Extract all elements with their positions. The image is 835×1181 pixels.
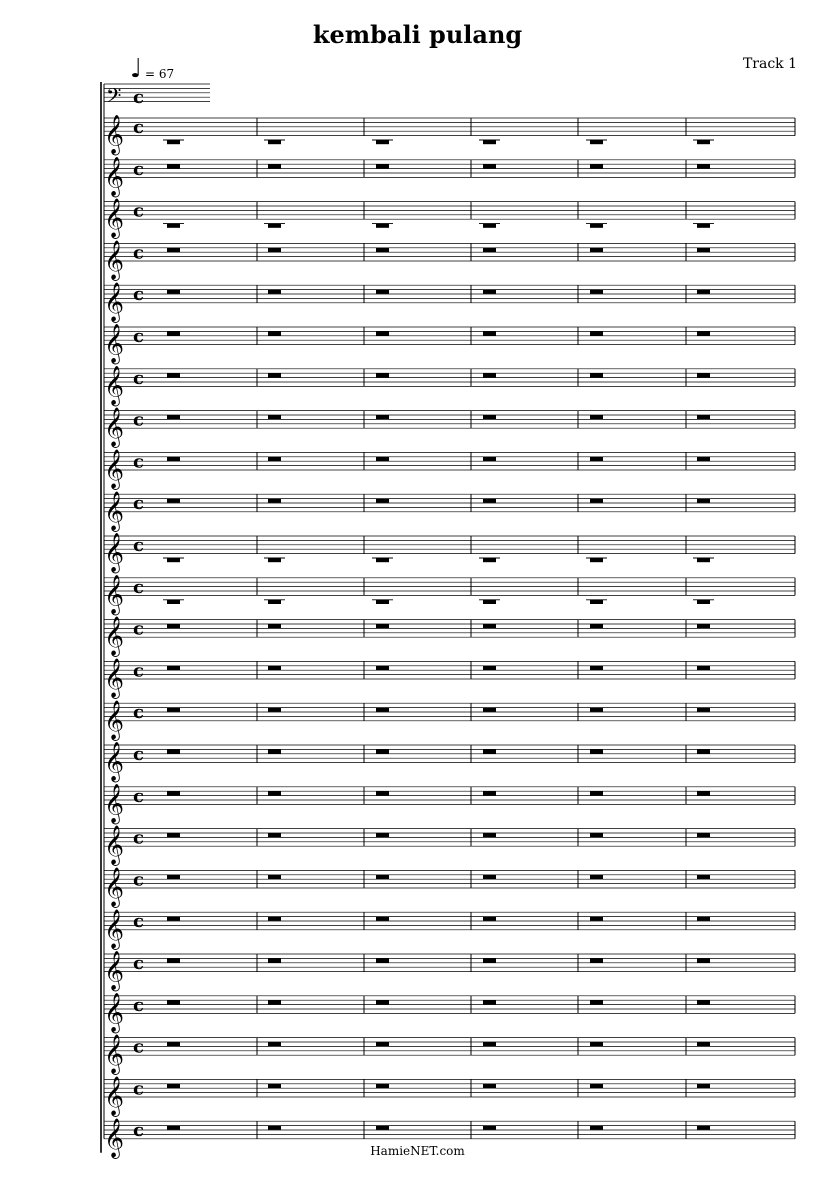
time-signature: c xyxy=(133,117,144,138)
whole-rest xyxy=(590,917,603,921)
whole-rest xyxy=(483,666,496,670)
treble-staff xyxy=(104,449,795,490)
score-title: kembali pulang xyxy=(312,20,523,49)
whole-rest xyxy=(697,415,710,419)
whole-rest xyxy=(167,875,180,879)
time-signature: c xyxy=(133,326,144,347)
whole-rest xyxy=(167,958,180,962)
treble-staff xyxy=(104,1076,795,1117)
whole-rest xyxy=(167,248,180,252)
treble-clef-icon: 𝄞 xyxy=(104,783,125,824)
whole-rest xyxy=(376,791,389,795)
whole-rest xyxy=(268,499,281,503)
whole-rest xyxy=(483,558,496,562)
whole-rest xyxy=(167,373,180,377)
treble-staff xyxy=(104,951,795,992)
whole-rest xyxy=(590,499,603,503)
treble-staff xyxy=(104,282,795,323)
whole-rest xyxy=(376,248,389,252)
whole-rest xyxy=(167,140,180,144)
whole-rest xyxy=(590,373,603,377)
treble-staff xyxy=(104,783,795,824)
whole-rest xyxy=(167,666,180,670)
whole-rest xyxy=(167,791,180,795)
whole-rest xyxy=(376,708,389,712)
whole-rest xyxy=(376,1042,389,1046)
whole-rest xyxy=(697,749,710,753)
whole-rest xyxy=(268,140,281,144)
treble-staff xyxy=(104,742,795,783)
whole-rest xyxy=(590,1126,603,1130)
time-signature: c xyxy=(133,409,144,431)
whole-rest xyxy=(697,708,710,712)
whole-rest xyxy=(268,791,281,795)
whole-rest xyxy=(376,958,389,962)
treble-clef-icon: 𝄞 xyxy=(104,992,125,1033)
treble-clef-icon: 𝄞 xyxy=(104,658,125,698)
whole-rest xyxy=(268,1126,281,1130)
whole-rest xyxy=(483,1126,496,1130)
whole-rest xyxy=(167,224,180,228)
whole-rest xyxy=(376,1084,389,1088)
time-signature: c xyxy=(133,660,144,682)
whole-rest xyxy=(376,290,389,294)
whole-rest xyxy=(268,666,281,670)
whole-rest xyxy=(697,1084,710,1088)
treble-staff xyxy=(104,198,795,239)
treble-clef-icon: 𝄞 xyxy=(104,281,125,322)
whole-rest xyxy=(167,1042,180,1046)
whole-rest xyxy=(483,373,496,377)
whole-rest xyxy=(590,1000,603,1004)
time-signature: c xyxy=(133,1078,144,1100)
time-signature: c xyxy=(133,953,144,974)
whole-rest xyxy=(268,708,281,712)
treble-clef-icon: 𝄞 xyxy=(104,1117,125,1158)
whole-rest xyxy=(268,373,281,377)
treble-staff xyxy=(104,156,795,197)
whole-rest xyxy=(167,833,180,837)
whole-rest xyxy=(376,140,389,144)
whole-rest xyxy=(483,1084,496,1088)
whole-rest xyxy=(483,749,496,753)
time-signature: c xyxy=(133,576,144,598)
treble-clef-icon: 𝄞 xyxy=(104,867,125,907)
whole-rest xyxy=(376,600,389,604)
whole-rest xyxy=(376,331,389,335)
whole-rest xyxy=(268,624,281,628)
whole-rest xyxy=(697,875,710,879)
whole-rest xyxy=(376,917,389,921)
whole-rest xyxy=(697,248,710,252)
treble-clef-icon: 𝄞 xyxy=(104,699,125,740)
treble-clef-icon: 𝄞 xyxy=(104,741,125,782)
whole-rest xyxy=(268,600,281,604)
quarter-note-icon: ♩ xyxy=(130,54,143,84)
treble-clef-icon: 𝄞 xyxy=(104,908,125,949)
time-signature: c xyxy=(133,200,144,222)
whole-rest xyxy=(268,558,281,562)
whole-rest xyxy=(590,1084,603,1088)
whole-rest xyxy=(376,499,389,503)
whole-rest xyxy=(590,290,603,294)
whole-rest xyxy=(268,833,281,837)
whole-rest xyxy=(483,624,496,628)
treble-staff xyxy=(104,365,795,406)
whole-rest xyxy=(483,331,496,335)
time-signature: c xyxy=(133,451,144,473)
whole-rest xyxy=(483,290,496,294)
treble-staff xyxy=(104,825,795,866)
whole-rest xyxy=(167,1000,180,1004)
whole-rest xyxy=(697,666,710,670)
treble-clef-icon: 𝄞 xyxy=(104,114,125,155)
whole-rest xyxy=(590,958,603,962)
treble-clef-icon: 𝄞 xyxy=(104,156,125,197)
bass-clef-icon: 𝄢 xyxy=(106,84,122,112)
system-bracket xyxy=(101,82,104,1153)
whole-rest xyxy=(590,248,603,252)
whole-rest xyxy=(590,833,603,837)
whole-rest xyxy=(167,290,180,294)
whole-rest xyxy=(590,749,603,753)
tempo-marking: = 67 xyxy=(145,67,175,81)
time-signature: c xyxy=(133,827,144,849)
time-signature: c xyxy=(133,1120,144,1142)
whole-rest xyxy=(483,140,496,144)
whole-rest xyxy=(483,833,496,837)
whole-rest xyxy=(590,558,603,562)
whole-rest xyxy=(697,833,710,837)
time-signature: c xyxy=(133,911,144,933)
whole-rest xyxy=(697,457,710,461)
whole-rest xyxy=(268,457,281,461)
whole-rest xyxy=(697,1042,710,1046)
whole-rest xyxy=(483,875,496,879)
treble-staff xyxy=(104,115,795,156)
whole-rest xyxy=(697,224,710,228)
time-signature: c xyxy=(133,994,144,1016)
whole-rest xyxy=(167,600,180,604)
treble-staff xyxy=(104,1034,795,1075)
whole-rest xyxy=(483,600,496,604)
whole-rest xyxy=(697,558,710,562)
whole-rest xyxy=(483,499,496,503)
whole-rest xyxy=(376,749,389,753)
whole-rest xyxy=(376,558,389,562)
whole-rest xyxy=(268,415,281,419)
whole-rest xyxy=(483,415,496,419)
whole-rest xyxy=(590,415,603,419)
whole-rest xyxy=(697,140,710,144)
whole-rest xyxy=(167,558,180,562)
treble-clef-icon: 𝄞 xyxy=(104,1034,125,1075)
whole-rest xyxy=(483,164,496,168)
time-signature: c xyxy=(133,535,144,556)
whole-rest xyxy=(167,1084,180,1088)
time-signature: c xyxy=(133,367,144,389)
whole-rest xyxy=(483,791,496,795)
whole-rest xyxy=(376,415,389,419)
time-signature: c xyxy=(133,869,144,891)
treble-clef-icon: 𝄞 xyxy=(104,1076,125,1116)
treble-clef-icon: 𝄞 xyxy=(104,616,125,657)
whole-rest xyxy=(167,331,180,335)
whole-rest xyxy=(697,290,710,294)
whole-rest xyxy=(268,224,281,228)
treble-clef-icon: 𝄞 xyxy=(104,407,125,448)
whole-rest xyxy=(376,833,389,837)
whole-rest xyxy=(167,917,180,921)
time-signature: c xyxy=(133,744,144,765)
bass-staff xyxy=(104,54,210,112)
whole-rest xyxy=(167,749,180,753)
treble-staff xyxy=(104,491,795,532)
treble-clef-icon: 𝄞 xyxy=(104,365,125,406)
treble-staff xyxy=(104,700,795,741)
whole-rest xyxy=(268,917,281,921)
treble-staff xyxy=(104,533,795,574)
whole-rest xyxy=(167,415,180,419)
treble-clef-icon: 𝄞 xyxy=(104,449,125,489)
treble-clef-icon: 𝄞 xyxy=(104,532,125,573)
treble-clef-icon: 𝄞 xyxy=(104,490,125,531)
whole-rest xyxy=(697,600,710,604)
whole-rest xyxy=(268,958,281,962)
whole-rest xyxy=(376,666,389,670)
treble-staff xyxy=(104,867,795,908)
whole-rest xyxy=(167,1126,180,1130)
whole-rest xyxy=(697,499,710,503)
whole-rest xyxy=(268,749,281,753)
treble-clef-icon: 𝄞 xyxy=(104,574,125,615)
whole-rest xyxy=(268,331,281,335)
track-label: Track 1 xyxy=(742,56,797,72)
whole-rest xyxy=(167,708,180,712)
time-signature: c xyxy=(133,87,144,108)
whole-rest xyxy=(590,708,603,712)
whole-rest xyxy=(483,708,496,712)
whole-rest xyxy=(268,875,281,879)
time-signature: c xyxy=(133,242,144,264)
whole-rest xyxy=(268,1042,281,1046)
treble-clef-icon: 𝄞 xyxy=(104,198,125,239)
whole-rest xyxy=(376,1000,389,1004)
time-signature: c xyxy=(133,158,144,180)
treble-clef-icon: 𝄞 xyxy=(104,950,125,991)
treble-staff xyxy=(104,240,795,281)
whole-rest xyxy=(697,791,710,795)
treble-clef-icon: 𝄞 xyxy=(104,240,125,280)
whole-rest xyxy=(376,624,389,628)
whole-rest xyxy=(376,164,389,168)
whole-rest xyxy=(697,164,710,168)
time-signature: c xyxy=(133,785,144,807)
treble-clef-icon: 𝄞 xyxy=(104,825,125,866)
whole-rest xyxy=(590,666,603,670)
whole-rest xyxy=(590,457,603,461)
whole-rest xyxy=(167,499,180,503)
whole-rest xyxy=(590,224,603,228)
whole-rest xyxy=(167,457,180,461)
whole-rest xyxy=(167,164,180,168)
time-signature: c xyxy=(133,618,144,640)
whole-rest xyxy=(376,1126,389,1130)
whole-rest xyxy=(697,1126,710,1130)
time-signature: c xyxy=(133,284,144,306)
whole-rest xyxy=(590,791,603,795)
whole-rest xyxy=(483,958,496,962)
whole-rest xyxy=(376,224,389,228)
whole-rest xyxy=(697,917,710,921)
treble-staff xyxy=(104,992,795,1033)
whole-rest xyxy=(697,1000,710,1004)
whole-rest xyxy=(376,875,389,879)
whole-rest xyxy=(697,331,710,335)
whole-rest xyxy=(590,164,603,168)
treble-staff xyxy=(104,658,795,699)
whole-rest xyxy=(697,624,710,628)
whole-rest xyxy=(590,140,603,144)
whole-rest xyxy=(268,290,281,294)
whole-rest xyxy=(268,1084,281,1088)
whole-rest xyxy=(167,624,180,628)
whole-rest xyxy=(268,1000,281,1004)
whole-rest xyxy=(483,248,496,252)
whole-rest xyxy=(483,917,496,921)
whole-rest xyxy=(376,373,389,377)
footer-credit: HamieNET.com xyxy=(370,1144,465,1158)
whole-rest xyxy=(590,624,603,628)
treble-staves xyxy=(104,115,795,1159)
whole-rest xyxy=(483,1000,496,1004)
whole-rest xyxy=(376,457,389,461)
whole-rest xyxy=(483,224,496,228)
whole-rest xyxy=(590,1042,603,1046)
whole-rest xyxy=(483,457,496,461)
time-signature: c xyxy=(133,702,144,724)
treble-staff xyxy=(104,324,795,365)
treble-staff xyxy=(104,407,795,448)
whole-rest xyxy=(268,164,281,168)
treble-clef-icon: 𝄞 xyxy=(104,323,125,364)
treble-staff xyxy=(104,616,795,657)
whole-rest xyxy=(590,875,603,879)
whole-rest xyxy=(268,248,281,252)
whole-rest xyxy=(697,958,710,962)
treble-staff xyxy=(104,574,795,615)
whole-rest xyxy=(590,331,603,335)
time-signature: c xyxy=(133,1036,144,1058)
whole-rest xyxy=(697,373,710,377)
whole-rest xyxy=(590,600,603,604)
whole-rest xyxy=(483,1042,496,1046)
time-signature: c xyxy=(133,493,144,515)
treble-staff xyxy=(104,909,795,950)
